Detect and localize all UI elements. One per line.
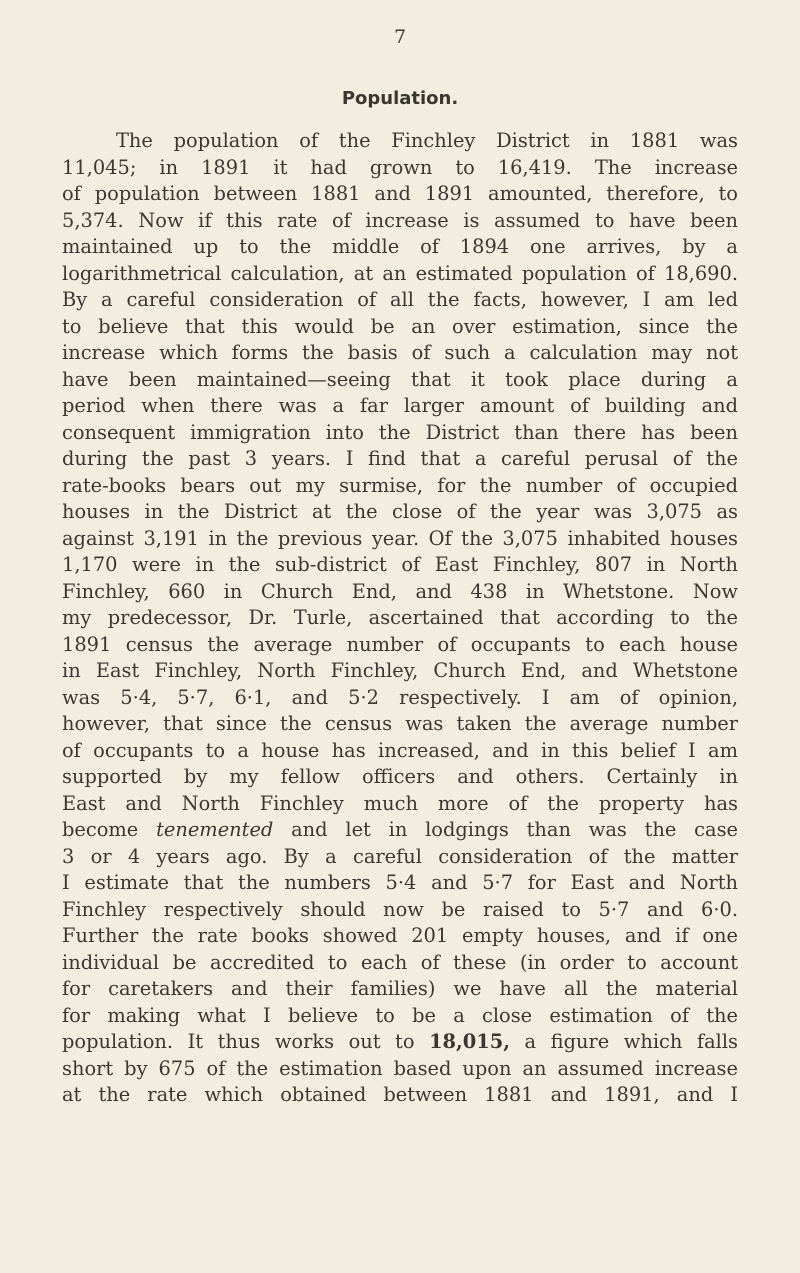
text-line: have been maintained—seeing that it took place during a [62,367,738,391]
text-line: 3 or 4 years ago. By a careful consideration of the matter [62,844,738,868]
text-segment: population. It thus works out to [62,1030,430,1053]
text-line: increase which forms the basis of such a calculation may not [62,341,738,364]
text-line: period when there was a far larger amount of building and [62,394,738,417]
text-line: Finchley respectively should now be raised to 5·7 and 6·0. [62,897,738,921]
text-line: for making what I believe to be a close estimation of the [62,1003,738,1027]
text-line: of population between 1881 and 1891 amounted, therefore, to [62,182,738,205]
text-line: to believe that this would be an over estimation, since the [62,314,738,338]
text-line: consequent immigration into the District than there has been [62,420,738,444]
text-line: 5,374. Now if this rate of increase is assumed to have been [62,208,738,232]
text-line: 1,170 were in the sub-district of East Finchley, 807 in North [62,553,738,576]
text-segment: become [62,818,157,841]
text-line: supported by my fellow officers and others. Certainly in [62,765,738,788]
text-line: I estimate that the numbers 5·4 and 5·7 for East and North [62,871,738,894]
page-number: 7 [393,26,407,48]
text-line: against 3,191 in the previous year. Of the 3,075 inhabited houses [62,526,738,550]
text-line: 1891 census the average number of occupants to each house [62,632,738,656]
text-line: individual be accredited to each of these (in order to account [62,950,738,974]
text-line: By a careful consideration of all the facts, however, I am led [62,288,738,311]
text-line: maintained up to the middle of 1894 one arrives, by a [62,235,738,258]
text-line [62,1029,738,1056]
text-line: Further the rate books showed 201 empty houses, and if one [62,924,738,947]
text-line: houses in the District at the close of the year was 3,075 as [62,500,738,523]
text-line: Finchley, 660 in Church End, and 438 in Whetstone. Now [62,579,738,603]
text-line: 11,045; in 1891 it had grown to 16,419. The increase [62,155,738,179]
text-line: at the rate which obtained between 1881 and 1891, and I [62,1083,738,1106]
text-line: however, that since the census was taken the average number [62,712,738,735]
text-line [62,817,738,844]
text-line: short by 675 of the estimation based upon an assumed increase [62,1056,738,1080]
text-line: rate-books bears out my surmise, for the number of occupied [62,473,738,497]
section-heading: Population. [341,88,459,109]
text-line: logarithmetrical calculation, at an estimated population of 18,690. [62,261,738,285]
text-segment: a figure which falls [510,1030,738,1053]
body-paragraph [62,128,738,1109]
text-line: was 5·4, 5·7, 6·1, and 5·2 respectively. I am of opinion, [62,685,738,709]
text-line: for caretakers and their families) we have all the material [62,977,738,1000]
text-line: in East Finchley, North Finchley, Church End, and Whetstone [62,659,738,682]
italic-term: tenemented [156,818,274,841]
text-line: my predecessor, Dr. Turle, ascertained that according to the [62,606,738,629]
text-line: of occupants to a house has increased, and in this belief I am [62,738,738,762]
bold-figure: 18,015, [429,1030,511,1053]
text-line: during the past 3 years. I find that a careful perusal of the [62,447,738,470]
text-segment: and let in lodgings than was the case [273,818,739,841]
text-line: East and North Finchley much more of the property has [62,791,738,815]
text-line: The population of the Finchley District in 1881 was [116,129,738,152]
